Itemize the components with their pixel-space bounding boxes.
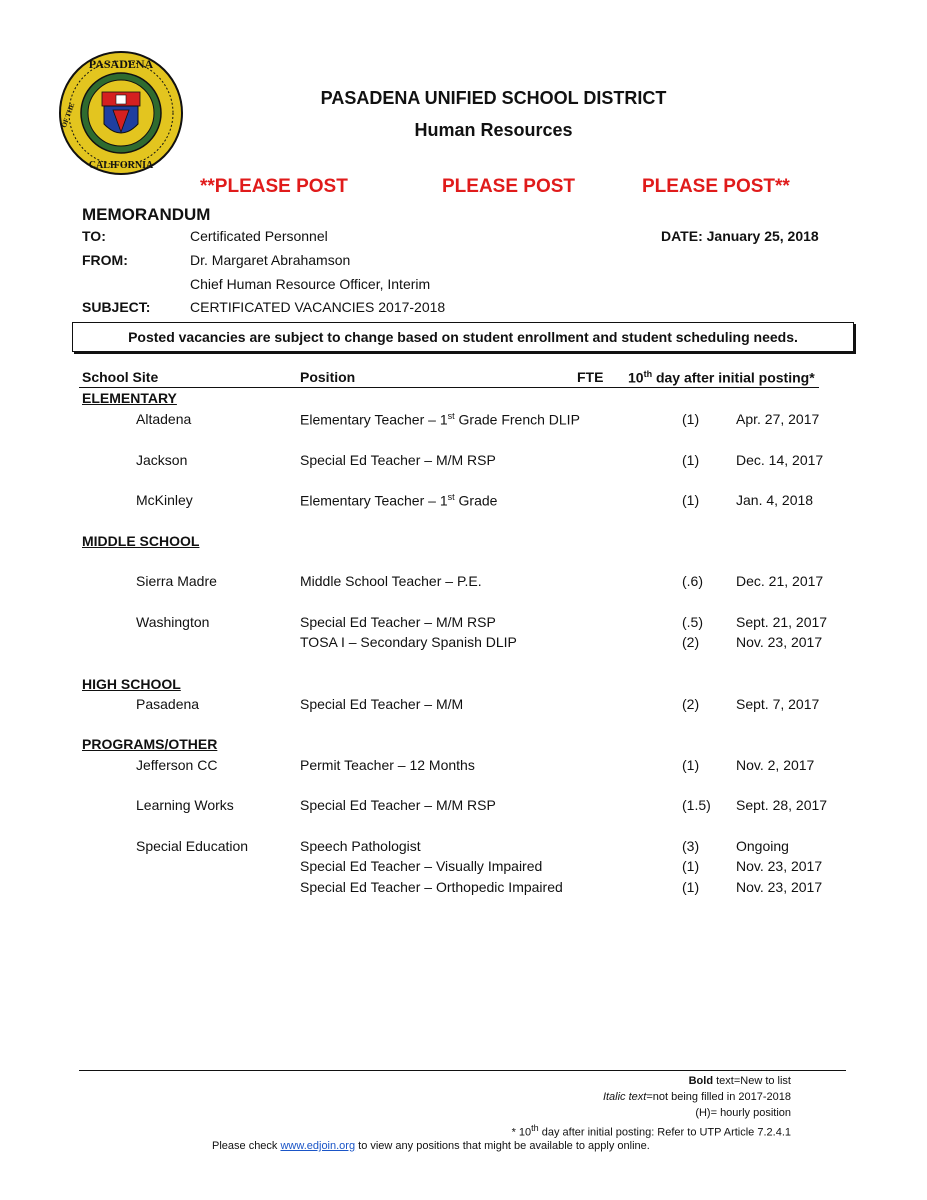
legend-hourly: (H)= hourly position bbox=[695, 1107, 791, 1119]
row-fte: (1) bbox=[682, 452, 700, 468]
section-high-school: HIGH SCHOOL bbox=[82, 676, 181, 692]
memo-heading: MEMORANDUM bbox=[82, 205, 211, 224]
row-posting-date: Nov. 23, 2017 bbox=[736, 858, 823, 874]
row-school-site: McKinley bbox=[136, 492, 193, 508]
row-fte: (1.5) bbox=[682, 797, 711, 813]
row-position: Special Ed Teacher – Orthopedic Impaired bbox=[300, 879, 563, 895]
department-title: Human Resources bbox=[414, 120, 573, 140]
row-school-site: Pasadena bbox=[136, 696, 200, 712]
row-fte: (.5) bbox=[682, 614, 703, 630]
col-posting-date: 10th day after initial posting* bbox=[628, 369, 815, 386]
col-school-site: School Site bbox=[82, 369, 159, 385]
seal-top-text: PASADENA bbox=[88, 57, 154, 71]
row-school-site: Jackson bbox=[136, 452, 188, 468]
seal-left-text: OF THE bbox=[59, 101, 77, 129]
row-fte: (1) bbox=[682, 757, 700, 773]
footer-rule bbox=[79, 1070, 846, 1071]
edjoin-link[interactable]: www.edjoin.org bbox=[280, 1140, 356, 1152]
from-title: Chief Human Resource Officer, Interim bbox=[190, 276, 431, 292]
row-fte: (1) bbox=[682, 492, 700, 508]
row-position: Special Ed Teacher – M/M bbox=[300, 696, 464, 712]
row-school-site: Learning Works bbox=[136, 797, 234, 813]
district-title: PASADENA UNIFIED SCHOOL DISTRICT bbox=[320, 88, 667, 108]
col-position: Position bbox=[300, 369, 356, 385]
row-position: Elementary Teacher – 1st Grade bbox=[300, 492, 498, 509]
legend-italic: Italic text=not being filled in 2017-2018 bbox=[602, 1091, 791, 1103]
row-position: Special Ed Teacher – Visually Impaired bbox=[300, 858, 543, 874]
row-fte: (.6) bbox=[682, 573, 703, 589]
from-name: Dr. Margaret Abrahamson bbox=[190, 252, 351, 268]
seal-bottom-text: CALIFORNIA bbox=[88, 160, 154, 171]
section-middle-school: MIDDLE SCHOOL bbox=[82, 533, 200, 549]
to-value: Certificated Personnel bbox=[190, 228, 328, 244]
row-posting-date: Apr. 27, 2017 bbox=[736, 411, 820, 427]
section-programs-other: PROGRAMS/OTHER bbox=[82, 736, 218, 752]
row-posting-date: Jan. 4, 2018 bbox=[736, 492, 814, 508]
row-school-site: Altadena bbox=[136, 411, 192, 427]
row-posting-date: Dec. 14, 2017 bbox=[736, 452, 824, 468]
please-post-2: PLEASE POST bbox=[442, 176, 576, 197]
row-school-site: Washington bbox=[136, 614, 210, 630]
row-school-site: Special Education bbox=[136, 838, 249, 854]
please-post-3: PLEASE POST** bbox=[642, 176, 790, 197]
row-position: Special Ed Teacher – M/M RSP bbox=[300, 452, 496, 468]
row-posting-date: Sept. 28, 2017 bbox=[736, 797, 828, 813]
row-position: Special Ed Teacher – M/M RSP bbox=[300, 797, 496, 813]
subject-value: CERTIFICATED VACANCIES 2017-2018 bbox=[190, 299, 446, 315]
row-position: Middle School Teacher – P.E. bbox=[300, 573, 482, 589]
legend-posting-note: * 10th day after initial posting: Refer to UTP Article 7.2.4.1 bbox=[511, 1123, 791, 1139]
row-fte: (2) bbox=[682, 696, 700, 712]
section-elementary: ELEMENTARY bbox=[82, 390, 177, 406]
row-fte: (3) bbox=[682, 838, 700, 854]
row-posting-date: Sept. 21, 2017 bbox=[736, 614, 828, 630]
row-position: TOSA I – Secondary Spanish DLIP bbox=[300, 634, 517, 650]
row-posting-date: Sept. 7, 2017 bbox=[736, 696, 820, 712]
row-posting-date: Ongoing bbox=[736, 838, 789, 854]
row-posting-date: Dec. 21, 2017 bbox=[736, 573, 824, 589]
col-fte: FTE bbox=[577, 369, 604, 385]
row-school-site: Jefferson CC bbox=[136, 757, 218, 773]
edjoin-note: Please check www.edjoin.org to view any positions that might be available to apply online. bbox=[212, 1140, 650, 1152]
memo-date: DATE: January 25, 2018 bbox=[661, 228, 819, 244]
row-fte: (1) bbox=[682, 411, 700, 427]
row-position: Permit Teacher – 12 Months bbox=[300, 757, 475, 773]
please-post-1: **PLEASE POST bbox=[200, 176, 348, 197]
header-rule bbox=[79, 387, 819, 388]
notice-box: Posted vacancies are subject to change based on student enrollment and student scheduling needs. bbox=[72, 322, 854, 352]
to-label: TO: bbox=[82, 228, 106, 244]
row-position: Special Ed Teacher – M/M RSP bbox=[300, 614, 496, 630]
row-fte: (2) bbox=[682, 634, 700, 650]
row-fte: (1) bbox=[682, 879, 700, 895]
row-school-site: Sierra Madre bbox=[136, 573, 217, 589]
row-posting-date: Nov. 23, 2017 bbox=[736, 634, 823, 650]
row-position: Elementary Teacher – 1st Grade French DLIP bbox=[300, 411, 580, 428]
row-fte: (1) bbox=[682, 858, 700, 874]
row-posting-date: Nov. 2, 2017 bbox=[736, 757, 815, 773]
row-posting-date: Nov. 23, 2017 bbox=[736, 879, 823, 895]
subject-label: SUBJECT: bbox=[82, 299, 151, 315]
from-label: FROM: bbox=[82, 252, 128, 268]
row-position: Speech Pathologist bbox=[300, 838, 421, 854]
legend-bold: Bold text=New to list bbox=[688, 1075, 791, 1087]
district-seal-logo bbox=[58, 50, 184, 176]
